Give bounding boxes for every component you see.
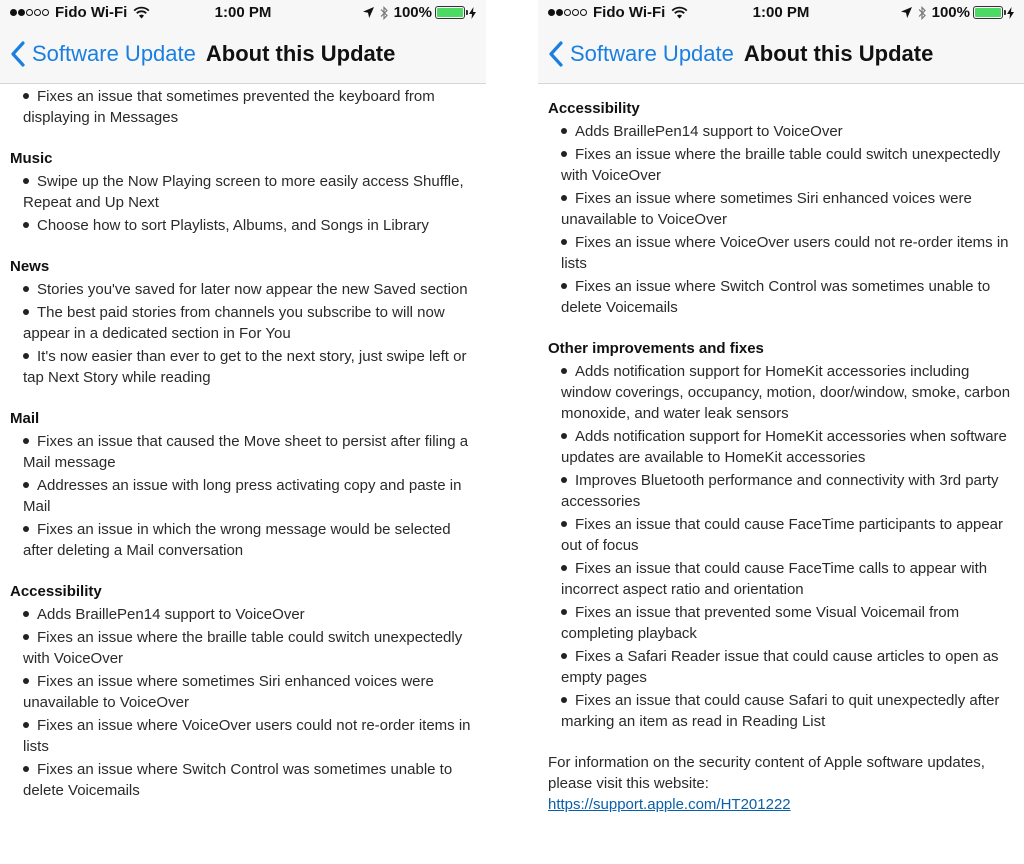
list-item: Stories you've saved for later now appear the new Saved section bbox=[10, 279, 478, 300]
status-time: 1:00 PM bbox=[214, 4, 272, 21]
list-item: Fixes an issue that prevented some Visual Voicemail from completing playback bbox=[561, 604, 960, 642]
item-list bbox=[10, 431, 478, 561]
list-item: Fixes an issue where VoiceOver users could not re-order items in lists bbox=[561, 234, 1009, 272]
back-button[interactable] bbox=[0, 41, 196, 67]
section-title: News bbox=[10, 258, 50, 275]
battery-fill bbox=[437, 8, 463, 17]
release-notes-content bbox=[10, 86, 478, 821]
list-item: Fixes an issue that sometimes prevented the keyboard from displaying in Messages bbox=[23, 88, 435, 126]
bullet-icon bbox=[23, 634, 29, 640]
navigation-bar bbox=[0, 30, 486, 78]
sections-list bbox=[548, 98, 1016, 732]
item-list bbox=[10, 171, 478, 236]
back-button-label: Software Update bbox=[32, 41, 196, 66]
list-item: Fixes an issue that could cause FaceTime calls to appear with incorrect aspect ratio and orientation bbox=[561, 560, 988, 598]
section-title: Mail bbox=[10, 410, 40, 427]
section-title: Music bbox=[10, 150, 53, 167]
bullet-icon bbox=[561, 653, 567, 659]
list-item: Fixes an issue in which the wrong message would be selected after deleting a Mail conversation bbox=[23, 521, 451, 559]
status-right bbox=[363, 4, 476, 21]
list-item: Adds BraillePen14 support to VoiceOver bbox=[10, 604, 478, 625]
status-bar bbox=[0, 0, 486, 26]
charging-bolt-icon bbox=[469, 7, 476, 19]
item-list bbox=[548, 361, 1016, 732]
battery-percent: 100% bbox=[393, 4, 432, 21]
battery-percent: 100% bbox=[931, 4, 970, 21]
status-bar bbox=[538, 0, 1024, 26]
bluetooth-icon bbox=[380, 6, 389, 20]
section bbox=[10, 581, 478, 801]
status-right bbox=[901, 4, 1014, 21]
bullet-icon bbox=[23, 309, 29, 315]
section bbox=[10, 256, 478, 388]
bullet-icon bbox=[561, 521, 567, 527]
top-bar bbox=[0, 0, 486, 84]
security-footer bbox=[548, 752, 1016, 815]
page-title: About this Update bbox=[205, 41, 396, 66]
back-button-label: Software Update bbox=[570, 41, 734, 66]
battery-icon bbox=[973, 6, 1003, 19]
security-footer-text: For information on the security content of Apple software updates, please visit this website: bbox=[548, 754, 985, 792]
bullet-icon bbox=[23, 766, 29, 772]
list-item: It's now easier than ever to get to the next story, just swipe left or tap Next Story while reading bbox=[23, 348, 467, 386]
back-chevron-icon bbox=[10, 41, 26, 67]
item-list bbox=[548, 121, 1016, 318]
location-arrow-icon bbox=[363, 7, 374, 18]
bullet-icon bbox=[23, 526, 29, 532]
bullet-icon bbox=[561, 239, 567, 245]
bullet-icon bbox=[23, 482, 29, 488]
carrier-name: Fido Wi-Fi bbox=[55, 4, 128, 21]
bullet-icon bbox=[561, 433, 567, 439]
bullet-icon bbox=[561, 368, 567, 374]
section-title: Accessibility bbox=[10, 583, 102, 600]
status-time: 1:00 PM bbox=[752, 4, 810, 21]
top-items bbox=[10, 86, 478, 128]
security-info-link[interactable]: https://support.apple.com/HT201222 bbox=[548, 796, 791, 813]
list-item: Fixes an issue that could cause FaceTime participants to appear out of focus bbox=[561, 516, 1003, 554]
list-item: Fixes an issue where sometimes Siri enhanced voices were unavailable to VoiceOver bbox=[561, 190, 972, 228]
list-item: Swipe up the Now Playing screen to more easily access Shuffle, Repeat and Up Next bbox=[23, 173, 464, 211]
phone-screen-left bbox=[0, 0, 486, 864]
section bbox=[10, 148, 478, 236]
section bbox=[548, 338, 1016, 732]
bullet-icon bbox=[23, 286, 29, 292]
list-item: Addresses an issue with long press activating copy and paste in Mail bbox=[23, 477, 462, 515]
battery-fill bbox=[975, 8, 1001, 17]
charging-bolt-icon bbox=[1007, 7, 1014, 19]
location-arrow-icon bbox=[901, 7, 912, 18]
back-chevron-icon bbox=[548, 41, 564, 67]
list-item: Improves Bluetooth performance and connectivity with 3rd party accessories bbox=[561, 472, 999, 510]
phone-screen-right bbox=[538, 0, 1024, 864]
item-list bbox=[10, 604, 478, 801]
section bbox=[10, 408, 478, 561]
bullet-icon bbox=[23, 438, 29, 444]
list-item: Adds notification support for HomeKit accessories when software updates are available to HomeKit accessories bbox=[561, 428, 1007, 466]
bullet-icon bbox=[561, 565, 567, 571]
sections-list bbox=[10, 148, 478, 801]
bullet-icon bbox=[23, 611, 29, 617]
bullet-icon bbox=[23, 678, 29, 684]
list-item: The best paid stories from channels you subscribe to will now appear in a dedicated section in For You bbox=[23, 304, 445, 342]
bullet-icon bbox=[561, 128, 567, 134]
bullet-icon bbox=[561, 609, 567, 615]
bullet-icon bbox=[23, 178, 29, 184]
list-item: Fixes a Safari Reader issue that could cause articles to open as empty pages bbox=[561, 648, 999, 686]
section-title: Other improvements and fixes bbox=[548, 340, 764, 357]
list-item: Adds BraillePen14 support to VoiceOver bbox=[548, 121, 1016, 142]
list-item: Adds notification support for HomeKit accessories including window coverings, occupancy, motion, door/window, smoke, carbon monoxide, and water leak sensors bbox=[561, 363, 1011, 422]
top-bar bbox=[538, 0, 1024, 84]
list-item: Fixes an issue where the braille table could switch unexpectedly with VoiceOver bbox=[561, 146, 1001, 184]
bullet-icon bbox=[561, 477, 567, 483]
bullet-icon bbox=[561, 697, 567, 703]
release-notes-content bbox=[548, 98, 1016, 815]
bullet-icon bbox=[23, 222, 29, 228]
bullet-icon bbox=[561, 283, 567, 289]
list-item: Fixes an issue where Switch Control was sometimes unable to delete Voicemails bbox=[23, 761, 453, 799]
list-item: Fixes an issue where VoiceOver users could not re-order items in lists bbox=[23, 717, 471, 755]
bluetooth-icon bbox=[918, 6, 927, 20]
list-item: Fixes an issue that caused the Move sheet to persist after filing a Mail message bbox=[23, 433, 469, 471]
bullet-icon bbox=[23, 93, 29, 99]
bullet-icon bbox=[23, 353, 29, 359]
back-button[interactable] bbox=[538, 41, 734, 67]
bullet-icon bbox=[561, 195, 567, 201]
list-item: Choose how to sort Playlists, Albums, and Songs in Library bbox=[10, 215, 478, 236]
battery-icon bbox=[435, 6, 465, 19]
list-item: Fixes an issue where Switch Control was sometimes unable to delete Voicemails bbox=[561, 278, 991, 316]
carrier-name: Fido Wi-Fi bbox=[593, 4, 666, 21]
section-title: Accessibility bbox=[548, 100, 640, 117]
navigation-bar bbox=[538, 30, 1024, 78]
section bbox=[548, 98, 1016, 318]
bullet-icon bbox=[561, 151, 567, 157]
bullet-icon bbox=[23, 722, 29, 728]
list-item: Fixes an issue where sometimes Siri enhanced voices were unavailable to VoiceOver bbox=[23, 673, 434, 711]
list-item: Fixes an issue that could cause Safari to quit unexpectedly after marking an item as read in Reading List bbox=[561, 692, 1000, 730]
item-list bbox=[10, 279, 478, 388]
page-title: About this Update bbox=[743, 41, 934, 66]
list-item: Fixes an issue where the braille table could switch unexpectedly with VoiceOver bbox=[23, 629, 463, 667]
